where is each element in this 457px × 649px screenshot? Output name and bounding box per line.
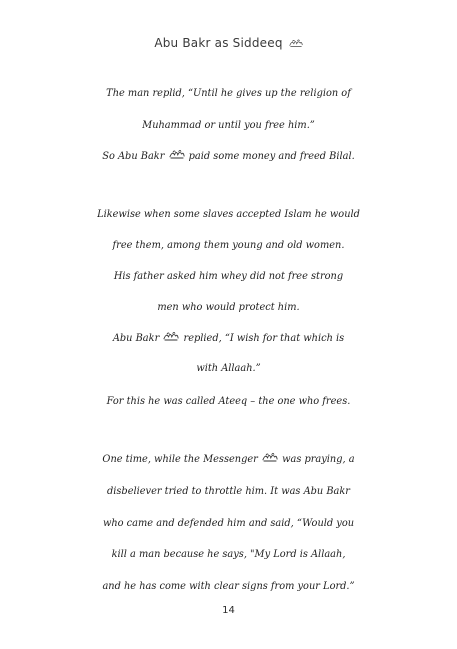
text-line: disbeliever tried to throttle him. It was Abu Bakr	[106, 486, 350, 497]
text-line: kill a man because he says, "My Lord is Allaah,	[111, 549, 346, 560]
text-line: For this he was called Ateeq – the one who frees.	[106, 396, 351, 407]
honorific-calligraphy-icon	[169, 148, 185, 160]
honorific-calligraphy-icon	[262, 451, 278, 463]
text-line: The man replid, “Until he gives up the religion of	[106, 88, 351, 99]
text-line: and he has come with clear signs from your Lord.”	[102, 581, 355, 592]
text-line: Abu Bakr replied, “I wish for that which is	[0, 329, 457, 349]
honorific-calligraphy-icon	[289, 38, 303, 48]
text-line: men who would protect him.	[157, 302, 300, 313]
honorific-calligraphy-icon	[163, 330, 179, 342]
running-header	[0, 36, 457, 50]
text-line: free them, among them young and old women.	[112, 240, 345, 251]
text-line: with Allaah.”	[196, 363, 261, 374]
text-line: who came and defended him and said, “Would you	[102, 518, 355, 529]
text-line: His father asked him whey did not free strong	[113, 271, 344, 282]
header-title: Abu Bakr as Siddeeq	[154, 36, 283, 50]
page-number: 14	[222, 605, 235, 616]
text-line: So Abu Bakr paid some money and freed Bilal.	[0, 147, 457, 167]
text-line: Likewise when some slaves accepted Islam he would	[97, 209, 360, 220]
text-line: Muhammad or until you free him.”	[142, 120, 315, 131]
text-line: One time, while the Messenger was praying, a	[0, 450, 457, 470]
